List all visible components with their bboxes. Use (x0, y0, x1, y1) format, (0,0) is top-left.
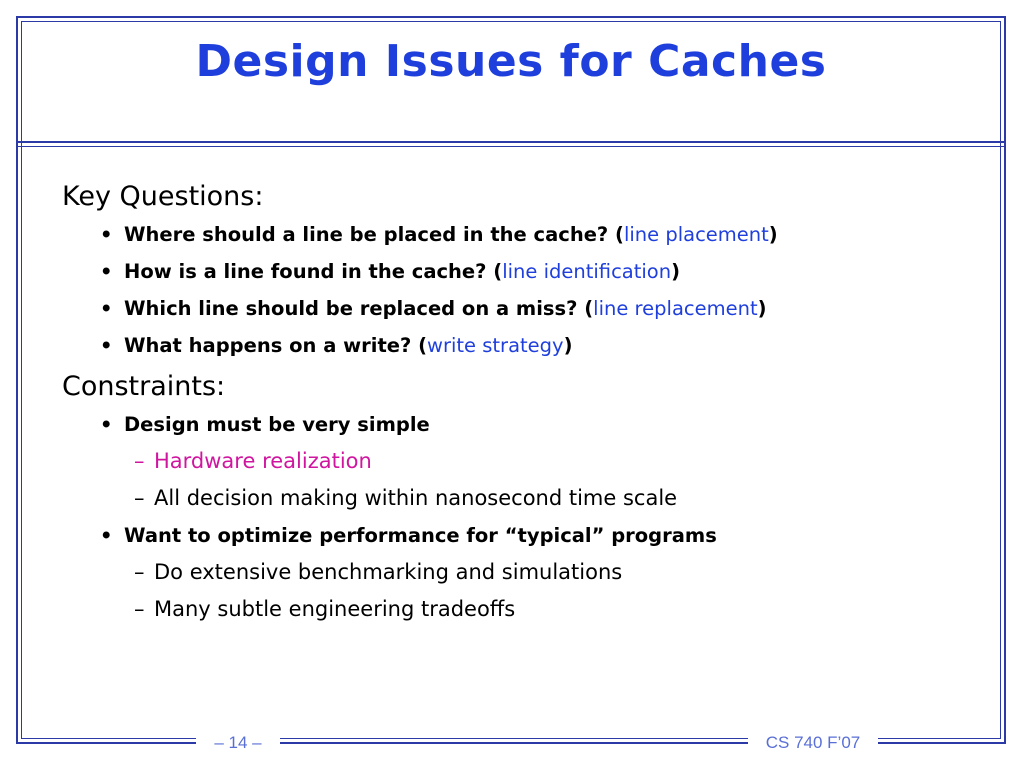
item-text: How is a line found in the cache? ( (124, 260, 503, 283)
item-text: Which line should be replaced on a miss? ( (124, 297, 594, 320)
sub-item-text: All decision making within nanosecond time scale (154, 486, 678, 510)
dash-icon: – (134, 449, 145, 473)
title-divider (16, 141, 1006, 143)
dash-icon: – (134, 597, 145, 621)
item-text: What happens on a write? ( (124, 334, 428, 357)
bullet-icon: • (100, 297, 113, 320)
item-suffix: ) (768, 223, 778, 246)
section-heading-constraints: Constraints: (62, 371, 226, 402)
list-item-optimize-performance (62, 517, 982, 554)
bullet-icon: • (100, 260, 113, 283)
bullet-icon: • (100, 223, 113, 246)
bullet-icon: • (100, 334, 113, 357)
sub-item-benchmarking (62, 554, 982, 591)
item-highlight: line placement (623, 223, 769, 246)
item-suffix: ) (563, 334, 573, 357)
item-highlight: write strategy (427, 334, 564, 357)
sub-item-tradeoffs (62, 591, 982, 628)
item-text: Where should a line be placed in the cache? ( (124, 223, 624, 246)
slide-title: Design Issues for Caches (195, 36, 827, 87)
list-item-line-placement (62, 216, 982, 253)
sub-item-text: Many subtle engineering tradeoffs (154, 597, 516, 621)
sub-item-hardware-realization (62, 443, 982, 480)
list-item-design-simple (62, 406, 982, 443)
item-suffix: ) (757, 297, 767, 320)
item-text: Want to optimize performance for “typical” programs (124, 524, 717, 547)
footer-course-label: CS 740 F’07 (748, 732, 878, 754)
title-divider-inner (16, 146, 1006, 147)
item-highlight: line identification (502, 260, 672, 283)
list-item-line-replacement (62, 290, 982, 327)
sub-item-text: Hardware realization (154, 449, 372, 473)
dash-icon: – (134, 560, 145, 584)
list-item-line-identification (62, 253, 982, 290)
bullet-icon: • (100, 524, 113, 547)
item-suffix: ) (671, 260, 681, 283)
item-highlight: line replacement (593, 297, 758, 320)
section-heading-key-questions: Key Questions: (62, 181, 264, 212)
footer-page-number: – 14 – (196, 732, 280, 754)
list-item-write-strategy (62, 327, 982, 364)
slide-content (62, 178, 982, 628)
dash-icon: – (134, 486, 145, 510)
item-text: Design must be very simple (124, 413, 430, 436)
bullet-icon: • (100, 413, 113, 436)
sub-item-decision-making (62, 480, 982, 517)
sub-item-text: Do extensive benchmarking and simulations (154, 560, 623, 584)
